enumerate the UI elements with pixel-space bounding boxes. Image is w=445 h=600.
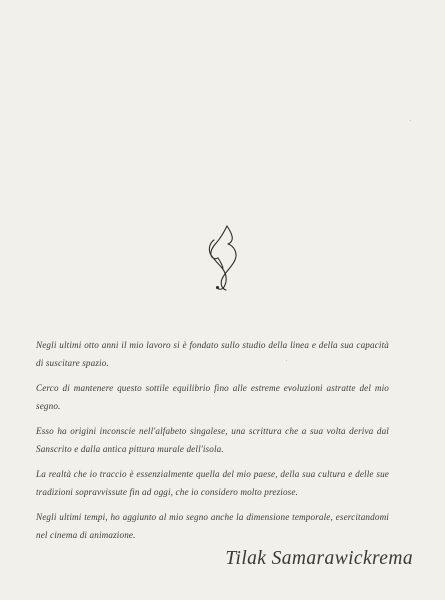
paragraph: La realtà che io traccio è essenzialmente quella del mio paese, della sua cultura e delle sue tradizioni sopravvissute fin ad oggi, che io considero molto preziose. bbox=[36, 468, 389, 497]
author-signature: Tilak Samarawickrema bbox=[225, 548, 413, 569]
statement-text bbox=[36, 336, 389, 551]
heart-flourish-icon bbox=[196, 220, 246, 296]
paragraph: Negli ultimi tempi, ho aggiunto al mio segno anche la dimensione temporale, esercitandomi nel cinema di animazione. bbox=[36, 511, 389, 540]
paper-speck bbox=[286, 360, 287, 361]
paper-speck bbox=[140, 455, 141, 456]
paper-speck bbox=[410, 120, 411, 121]
paragraph: Negli ultimi otto anni il mio lavoro si è fondato sullo studio della linea e della sua capacità di suscitare spazio. bbox=[36, 340, 389, 369]
paragraph: Cerco di mantenere questo sottile equilibrio fino alle estreme evoluzioni astratte del mio segno. bbox=[36, 382, 389, 412]
paragraph: Esso ha origini inconscie nell'alfabeto singalese, una scrittura che a sua volta deriva dal Sanscrito e dalla antica pittura murale dell'isola. bbox=[36, 425, 389, 455]
